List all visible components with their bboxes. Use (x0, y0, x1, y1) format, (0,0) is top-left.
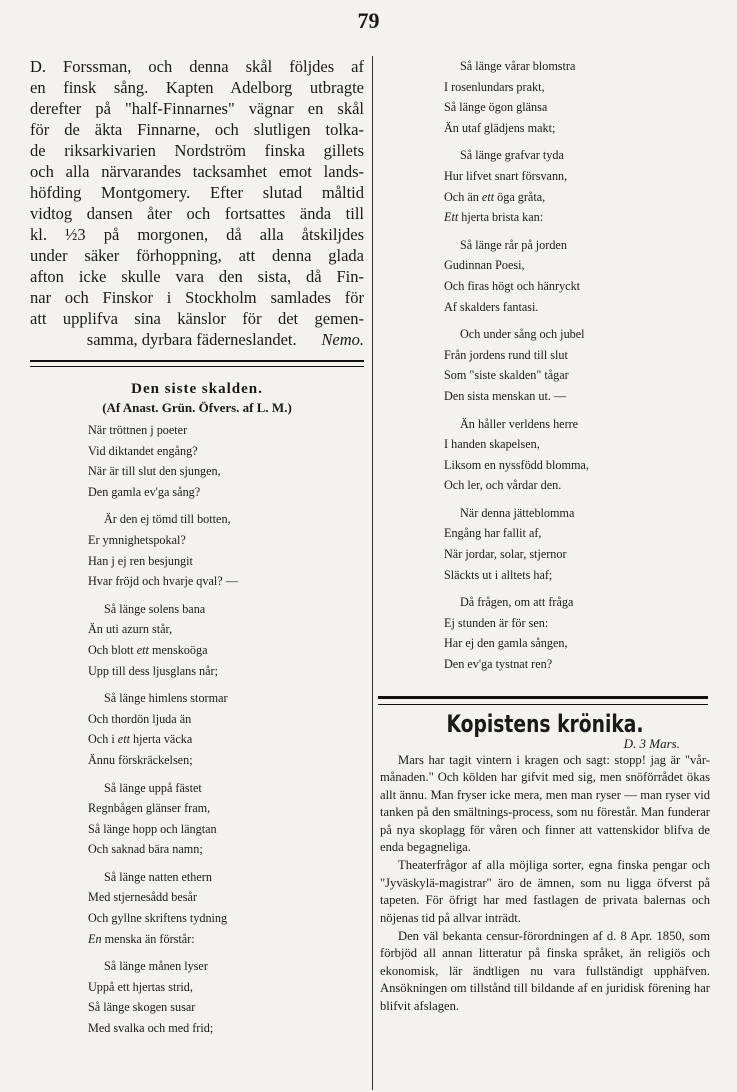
verse-line: Med svalka och med frid; (88, 1021, 214, 1036)
stanza (30, 599, 364, 681)
stanza (380, 145, 710, 227)
prose-line: nar och Finskor i Stockholm samlades för (30, 288, 364, 307)
prose-line: de riksarkivarien Nordström finska gillets (30, 141, 364, 160)
verse-line: Den sista menskan ut. — (444, 388, 567, 403)
verse-line: Har ej den gamla sången, (444, 636, 568, 651)
verse-line: I handen skapelsen, (444, 437, 540, 452)
poem-continuation (380, 56, 710, 675)
verse-line: Då frågen, om att fråga (460, 595, 574, 610)
verse-line: Ännu förskräckelsen; (88, 752, 193, 767)
prose-line: afton icke skulle vara den sista, då Fin- (30, 267, 364, 286)
poem-body (30, 420, 364, 1039)
stanza (380, 414, 710, 496)
verse-line: Med stjernesådd besår (88, 890, 197, 905)
verse-line: Så länge hopp och längtan (88, 821, 217, 836)
stanza (380, 324, 710, 406)
chronicle-dateline: D. 3 Mars. (623, 736, 680, 751)
prose-line: samma, dyrbara fäderneslandet. (86, 330, 297, 349)
prose-line: och alla närvarandes tacksamhet emot lands- (30, 162, 364, 181)
chronicle-paragraph: Den väl bekanta censur-förordningen af d. 8 Apr. 1850, som förbjöd all annan litteratur på finska språket, än religiös och ekonomisk, lär ändtligen nu vara fullständigt upphäfven. Ansökningen om tillstånd till bildande af en juridisk förening har blifvit afslagen. (380, 929, 710, 1013)
chronicle-title: Kopistens krönika. (446, 710, 644, 738)
signature: Nemo. (321, 330, 364, 349)
verse-line: Som "siste skalden" tågar (444, 368, 569, 383)
stanza (30, 688, 364, 770)
verse-line: En menska än förstår: (88, 931, 195, 946)
verse-line: Och under sång och jubel (460, 327, 585, 342)
prose-line: höfding Montgomery. Efter slutad måltid (30, 183, 364, 202)
verse-line: Så länge ögon glänsa (444, 100, 548, 115)
verse-line: När denna jätteblomma (460, 505, 575, 520)
verse-line: När tröttnen j poeter (88, 423, 188, 437)
verse-line: Liksom en nyssfödd blomma, (444, 457, 589, 472)
section-divider (30, 360, 364, 367)
prose-line: att upplifva sina känslor för det gemen- (30, 309, 364, 328)
page-number: 79 (357, 8, 380, 33)
verse-line: Er ymnighetspokal? (88, 532, 186, 547)
verse-line: Och firas högt och hänryckt (444, 278, 581, 293)
stanza (30, 509, 364, 591)
verse-line: Från jordens rund till slut (444, 347, 568, 362)
verse-line: Den gamla ev'ga sång? (88, 484, 201, 499)
verse-line: Så länge skogen susar (88, 1000, 196, 1015)
verse-line: Ett hjerta brista kan: (444, 210, 544, 225)
prose-last-line (30, 329, 364, 350)
verse-line: Hur lifvet snart försvann, (444, 168, 568, 183)
stanza (380, 592, 710, 674)
verse-line: Och gyllne skriftens tydning (88, 911, 228, 926)
prose-line: kl. ½3 på morgonen, då alla åtskiljdes (30, 225, 364, 244)
verse-line: Hvar fröjd och hvarje qval? — (88, 574, 238, 589)
stanza (380, 56, 710, 138)
verse-line: Och saknad bära namn; (88, 842, 203, 857)
verse-line: Släckts ut i alltets haf; (444, 567, 553, 582)
verse-line: Och ler, och vårdar den. (444, 478, 562, 493)
stanza (30, 867, 364, 949)
verse-line: Och än ett öga gråta, (444, 189, 546, 204)
prose-line: vidtog dansen åter och fortsattes ända till (30, 204, 364, 223)
stanza (30, 778, 364, 860)
left-column (30, 56, 364, 1046)
poem-attribution: (Af Anast. Grün. Öfvers. af L. M.) (102, 400, 292, 415)
verse-line: Och blott ett menskoöga (88, 642, 208, 657)
stanza (380, 235, 710, 317)
prose-line: under säker förhoppning, att denna glada (30, 246, 364, 265)
verse-line: Gudinnan Poesi, (444, 258, 525, 273)
verse-line: Så länge grafvar tyda (460, 148, 564, 163)
verse-line: Och i ett hjerta väcka (88, 732, 193, 747)
article-continuation (30, 56, 364, 350)
verse-line: När jordar, solar, stjernor (444, 547, 567, 562)
prose-line: D. Forssman, och denna skål följdes af (30, 57, 364, 76)
verse-line: Den ev'ga tystnat ren? (444, 657, 553, 672)
chronicle-paragraph: Theaterfrågor af alla möjliga sorter, egna finska pengar och "Jyväskylä-magistrar" äro de ämnen, som nu ligga öfverst på tapeten. För öfrigt har med fastlagen de privata balernas och nöjenas tid på allvar inträdt. (380, 858, 710, 925)
verse-line: Är den ej tömd till botten, (104, 512, 231, 527)
chronicle-paragraph: Mars har tagit vintern i kragen och sagt: stopp! jag är "vår-månaden." Och kölden har gifvit med sig, men snöförrådet ökas allt ännu. Man fryser icke mera, men man ryser — man ryser vid tanken på den smältnings-process, som nu förestår. Man funderar på nya skoplagg för våren och finner att vattenskidor blifva de enda begagneliga. (380, 753, 710, 855)
verse-line: Så länge uppå fästet (104, 780, 202, 795)
verse-line: Så länge solens bana (104, 601, 206, 616)
verse-line: Uppå ett hjertas strid, (88, 979, 193, 994)
verse-line: Han j ej ren besjungit (88, 553, 193, 568)
verse-line: Engång har fallit af, (444, 526, 542, 541)
right-column (380, 56, 710, 682)
stanza (30, 420, 364, 502)
stanza (30, 956, 364, 1038)
poem-title: Den siste skalden. (131, 381, 263, 397)
column-divider (372, 56, 373, 1090)
section-divider (378, 696, 708, 705)
verse-line: Så länge vårar blomstra (460, 59, 576, 73)
verse-line: Och thordön ljuda än (88, 711, 192, 726)
verse-line: Än uti azurn står, (88, 622, 173, 637)
verse-line: Vid diktandet engång? (88, 443, 198, 458)
verse-line: I rosenlundars prakt, (444, 79, 545, 94)
verse-line: Upp till dess ljusglans når; (88, 663, 218, 678)
chronicle-section (380, 710, 710, 1015)
verse-line: Än håller verldens herre (460, 416, 579, 431)
verse-line: Så länge rår på jorden (460, 237, 567, 252)
stanza (380, 503, 710, 585)
verse-line: När är till slut den sjungen, (88, 464, 221, 479)
prose-line: en finsk sång. Kapten Adelborg utbragte (30, 78, 364, 97)
verse-line: Än utaf glädjens makt; (444, 120, 556, 135)
prose-line: derefter på "half-Finnarnes" vägnar en skål (30, 99, 364, 118)
prose-line: för de äkta Finnarne, och slutligen tolka- (30, 120, 364, 139)
verse-line: Så länge natten ethern (104, 869, 212, 884)
verse-line: Så länge himlens stormar (104, 691, 228, 706)
verse-line: Ej stunden är för sen: (444, 615, 549, 630)
verse-line: Regnbågen glänser fram, (88, 801, 211, 816)
verse-line: Så länge månen lyser (104, 959, 208, 974)
verse-line: Af skalders fantasi. (444, 299, 539, 314)
